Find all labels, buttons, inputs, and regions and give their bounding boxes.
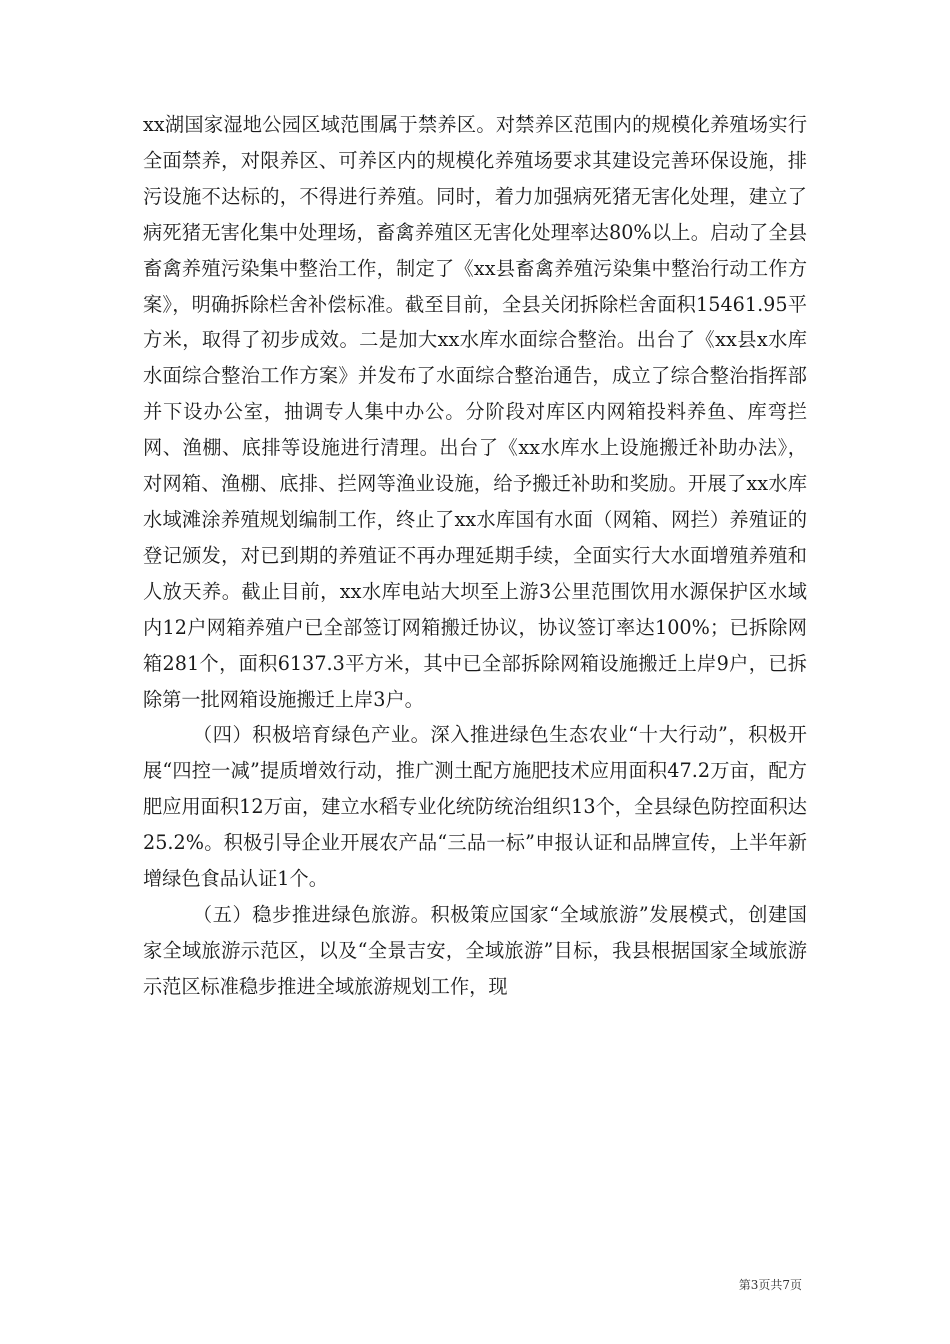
page-number-footer: 第3页共7页: [738, 1278, 802, 1292]
paragraph-green-industry: （四）积极培育绿色产业。深入推进绿色生态农业“十大行动”，积极开展“四控一减”提质增效行动，推广测土配方施肥技术应用面积47.2万亩，配方肥应用面积12万亩，建立水稻专业化统防统治组织13个，全县绿色防控面积达25.2%。积极引导企业开展农产品“三品一标”申报认证和品牌宣传，上半年新增绿色食品认证1个。: [143, 723, 807, 891]
paragraph-wetland-and-reservoir: xx湖国家湿地公园区域范围属于禁养区。对禁养区范围内的规模化养殖场实行全面禁养，对限养区、可养区内的规模化养殖场要求其建设完善环保设施，排污设施不达标的，不得进行养殖。同时，着力加强病死猪无害化处理，建立了病死猪无害化集中处理场，畜禽养殖区无害化处理率达80%以上。启动了全县畜禽养殖污染集中整治工作，制定了《xx县畜禽养殖污染集中整治行动工作方案》，明确拆除栏舍补偿标准。截至目前，全县关闭拆除栏舍面积15461.95平方米，取得了初步成效。二是加大xx水库水面综合整治。出台了《xx县x水库水面综合整治工作方案》并发布了水面综合整治通告，成立了综合整治指挥部并下设办公室，抽调专人集中办公。分阶段对库区内网箱投料养鱼、库弯拦网、渔棚、底排等设施进行清理。出台了《xx水库水上设施搬迁补助办法》，对网箱、渔棚、底排、拦网等渔业设施，给予搬迁补助和奖励。开展了xx水库水域滩涂养殖规划编制工作，终止了xx水库国有水面（网箱、网拦）养殖证的登记颁发，对已到期的养殖证不再办理延期手续，全面实行大水面增殖养殖和人放天养。截止目前，xx水库电站大坝至上游3公里范围饮用水源保护区水域内12户网箱养殖户已全部签订网箱搬迁协议，协议签订率达100%；已拆除网箱281个，面积6137.3平方米，其中已全部拆除网箱设施搬迁上岸9户，已拆除第一批网箱设施搬迁上岸3户。: [143, 113, 807, 711]
document-body: [143, 107, 807, 1005]
paragraph-green-tourism: （五）稳步推进绿色旅游。积极策应国家“全域旅游”发展模式，创建国家全域旅游示范区，以及“全景吉安，全域旅游”目标，我县根据国家全域旅游示范区标准稳步推进全域旅游规划工作，现: [143, 902, 807, 998]
